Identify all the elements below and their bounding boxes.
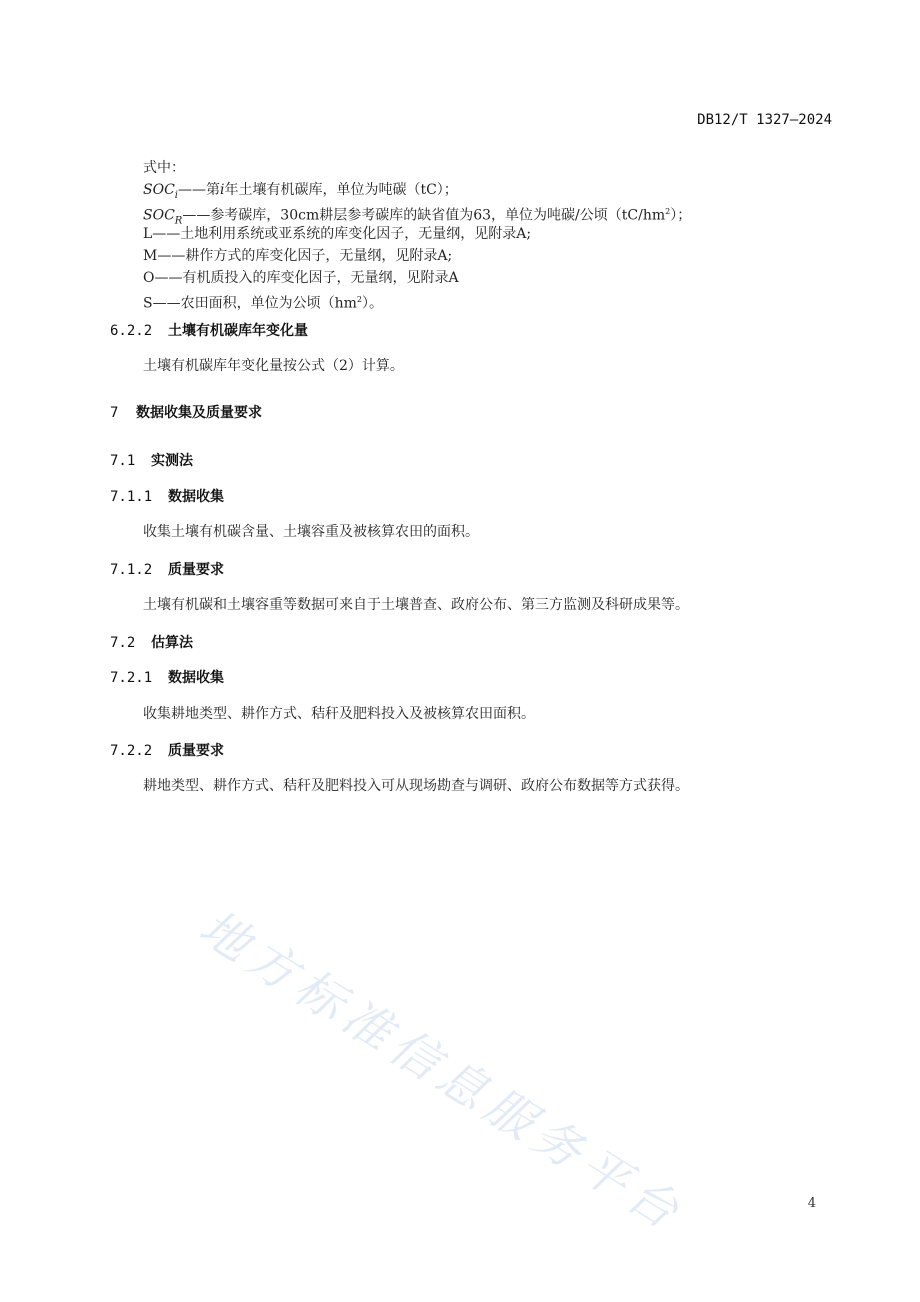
var-subscript: R bbox=[174, 215, 183, 227]
section-heading bbox=[110, 451, 193, 471]
section-body: 土壤有机碳和土壤容重等数据可来自于土壤普查、政府公布、第三方监测及科研成果等。 bbox=[143, 597, 689, 613]
section-title: 数据收集 bbox=[168, 489, 224, 505]
page-number: 4 bbox=[807, 1196, 816, 1211]
section-number: 7.1 bbox=[110, 453, 136, 469]
section-heading bbox=[110, 560, 224, 580]
section-body: 土壤有机碳库年变化量按公式（2）计算。 bbox=[143, 358, 404, 374]
var-separator: —— bbox=[177, 182, 206, 198]
section-title: 实测法 bbox=[151, 453, 193, 469]
section-number: 7.2.1 bbox=[110, 670, 153, 686]
section-title: 估算法 bbox=[151, 635, 193, 651]
var-subscript: i bbox=[174, 189, 178, 201]
section-body: 收集耕地类型、耕作方式、秸秆及肥料投入及被核算农田面积。 bbox=[143, 706, 535, 722]
section-heading bbox=[110, 668, 224, 688]
var-def-o: O——有机质投入的库变化因子，无量纲，见附录A bbox=[143, 270, 459, 286]
section-heading bbox=[110, 321, 308, 341]
section-heading bbox=[110, 741, 224, 761]
var-def-l: L——土地利用系统或亚系统的库变化因子，无量纲，见附录A; bbox=[143, 226, 532, 242]
var-separator: —— bbox=[182, 207, 211, 224]
var-desc: 参考碳库，30cm耕层参考碳库的缺省值为63，单位为吨碳/公顷（tC/hm bbox=[210, 207, 666, 224]
var-superscript: 2 bbox=[356, 295, 362, 304]
chapter-heading bbox=[110, 403, 262, 423]
section-title: 质量要求 bbox=[168, 562, 224, 578]
section-heading bbox=[110, 487, 224, 507]
var-inline-symbol: i bbox=[219, 182, 225, 198]
formula-intro: 式中： bbox=[143, 160, 185, 176]
section-number: 7.2 bbox=[110, 635, 136, 651]
section-number: 6.2.2 bbox=[110, 323, 153, 339]
section-body: 收集土壤有机碳含量、土壤容重及被核算农田的面积。 bbox=[143, 524, 479, 540]
var-desc-end: ）。 bbox=[361, 295, 383, 312]
section-number: 7.2.2 bbox=[110, 743, 153, 759]
var-desc-end: ）； bbox=[670, 207, 692, 224]
var-def-m: M——耕作方式的库变化因子，无量纲，见附录A; bbox=[143, 248, 453, 264]
section-body: 耕地类型、耕作方式、秸秆及肥料投入可从现场勘查与调研、政府公布数据等方式获得。 bbox=[143, 778, 689, 794]
var-def-s bbox=[143, 290, 383, 314]
chapter-number: 7 bbox=[110, 405, 119, 421]
section-title: 质量要求 bbox=[168, 743, 224, 759]
var-desc-end: 年土壤有机碳库，单位为吨碳（tC）； bbox=[224, 182, 458, 198]
section-heading bbox=[110, 633, 193, 653]
var-symbol: SOC bbox=[143, 207, 175, 224]
section-number: 7.1.1 bbox=[110, 489, 153, 505]
chapter-title: 数据收集及质量要求 bbox=[136, 405, 262, 421]
var-desc: S——农田面积，单位为公顷（hm bbox=[143, 295, 357, 312]
watermark: 地方标准信息服务平台 bbox=[189, 899, 695, 1244]
section-title: 土壤有机碳库年变化量 bbox=[168, 323, 308, 339]
var-superscript: 2 bbox=[665, 207, 671, 216]
section-number: 7.1.2 bbox=[110, 562, 153, 578]
standard-code: DB12/T 1327—2024 bbox=[697, 112, 832, 128]
var-symbol: SOC bbox=[143, 182, 175, 198]
var-desc: 第 bbox=[205, 182, 220, 198]
section-title: 数据收集 bbox=[168, 670, 224, 686]
